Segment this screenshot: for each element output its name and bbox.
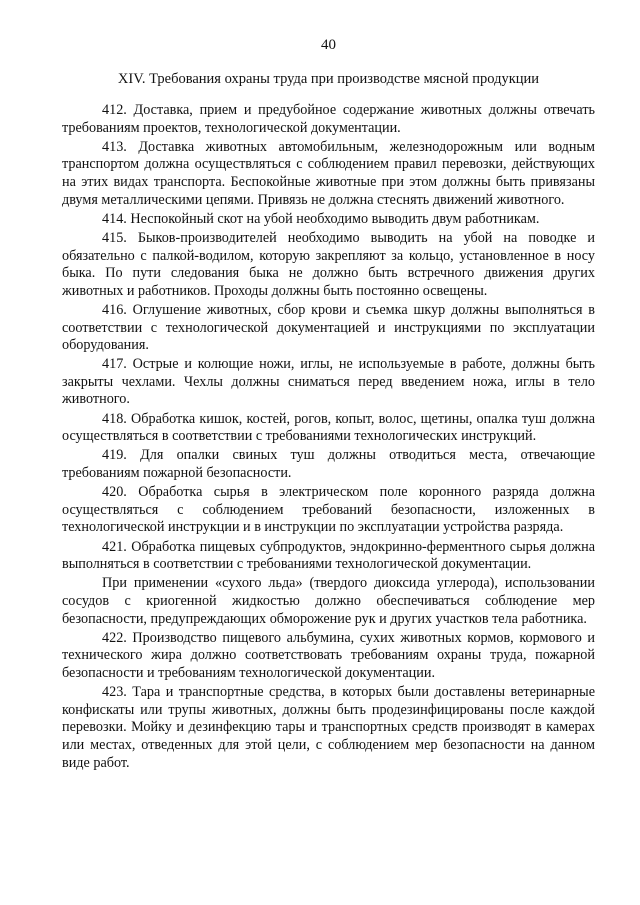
paragraph-414: 414. Неспокойный скот на убой необходимо выводить двум работникам. (102, 210, 540, 227)
paragraph-423: 423. Тара и транспортные средства, в которых были доставлены ветеринарные конфискаты или трупы животных, должны быть продезинфицированы после каждой перевозки. Мойку и дезинфекцию тары и транспортных средств производят в камерах или местах, отведенных для этой цели, с соблюдением мер безопасности на данном виде работ. (62, 684, 595, 771)
paragraph-420: 420. Обработка сырья в электрическом поле коронного разряда должна осуществляться с соблюдением требований безопасности, изложенных в технологической инструкции и в инструкции по эксплуатации устройства разряда. (62, 484, 595, 536)
section-title: XIV. Требования охраны труда при производстве мясной продукции (117, 71, 540, 87)
paragraph-417: 417. Острые и колющие ножи, иглы, не используемые в работе, должны быть закрыты чехлами. Чехлы должны сниматься перед введением ножа, иглы в тело животного. (62, 356, 595, 408)
paragraph-415: 415. Быков-производителей необходимо выводить на убой на поводке и обязательно с палкой-водилом, которую закрепляют за кольцо, установленное в носу быка. По пути следования быка не должно быть встречного движения других животных и работников. Проходы должны быть постоянно освещены. (62, 229, 595, 299)
paragraph-416: 416. Оглушение животных, сбор крови и съемка шкур должны выполняться в соответствии с технологической документацией и инструкциями по эксплуатации оборудования. (62, 301, 595, 354)
paragraph-419: 419. Для опалки свиных туш должны отводиться места, отвечающие требованиям пожарной безопасности. (62, 447, 595, 482)
paragraph-421: 421. Обработка пищевых субпродуктов, эндокринно-ферментного сырья должна выполняться в соответствии с требованиями технологической документации. (62, 538, 595, 573)
paragraph-413: 413. Доставка животных автомобильным, железнодорожным или водным транспортом должна осуществляться с соблюдением правил перевозки, действующих на этих видах транспорта. Беспокойные животные при этом должны быть привязаны двумя металлическими цепями. Привязь не должна стеснять движений животного. (62, 138, 595, 208)
page-number: 40 (321, 37, 336, 53)
paragraph-412: 412. Доставка, прием и предубойное содержание животных должны отвечать требованиям проектов, технологической документации. (62, 102, 595, 136)
paragraph-422: 422. Производство пищевого альбумина, сухих животных кормов, кормового и технического жира должно соответствовать требованиям охраны труда, пожарной безопасности и требованиям технологической документации. (62, 629, 595, 681)
paragraph-dry-ice: При применении «сухого льда» (твердого диоксида углерода), использовании сосудов с криогенной жидкостью должно обеспечиваться соблюдение мер безопасности, предупреждающих обморожение рук и других участков тела работника. (62, 575, 595, 627)
document-page (62, 36, 595, 774)
paragraph-418: 418. Обработка кишок, костей, рогов, копыт, волос, щетины, опалка туш должна осуществляться в соответствии с требованиями технологических инструкций. (62, 410, 595, 445)
